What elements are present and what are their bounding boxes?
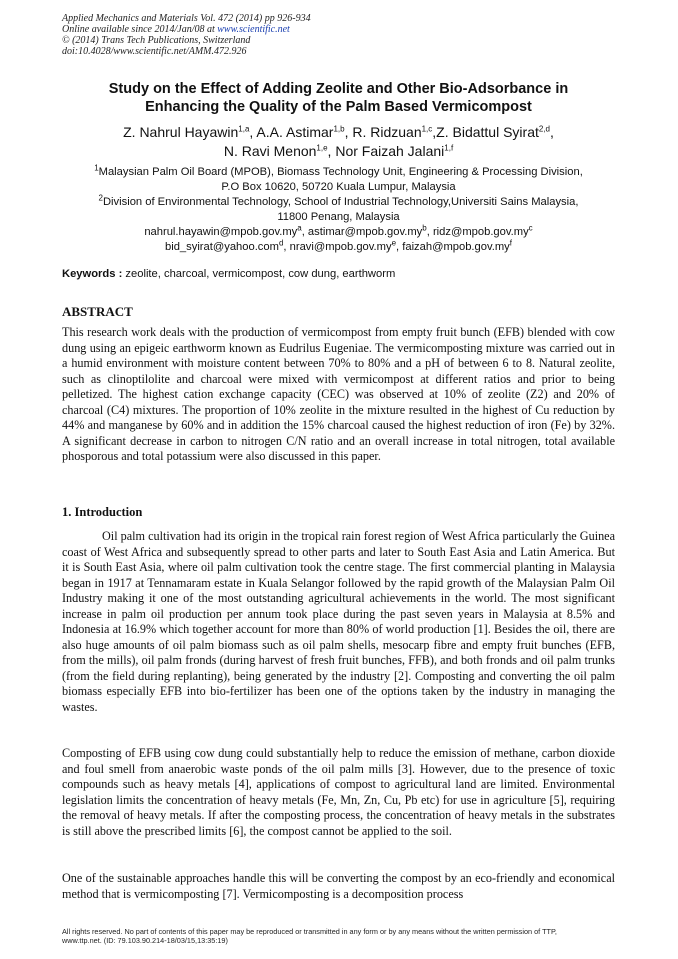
online-availability [62, 24, 622, 35]
title-line-2: Enhancing the Quality of the Palm Based Vermicompost [145, 99, 532, 115]
copyright-line: © (2014) Trans Tech Publications, Switzerland [62, 35, 251, 46]
author-affil-sup: 2,d [538, 124, 550, 134]
author-name: A.A. Astimar [256, 124, 334, 140]
affil-number: 1 [94, 163, 99, 173]
keywords-list: zeolite, charcoal, vermicompost, cow dung, earthworm [122, 268, 396, 280]
author-name: N. Ravi Menon [223, 143, 317, 159]
author-affil-sup: 1,c [421, 124, 433, 134]
email-address: nahrul.hayawin@mpob.gov.my [144, 226, 298, 238]
email-line-1: $nahrul.hayawin@mpob.gov.my^a$, $astimar@mpob.gov.my^b$, $ridz@mpob.gov.my^c$ [144, 223, 533, 238]
author-name: Z. Bidattul Syirat [436, 124, 539, 140]
author-name: Nor Faizah Jalani [335, 143, 445, 159]
author-affil-sup: 1,b [333, 124, 345, 134]
copyright-footer [62, 927, 617, 945]
author-affil-sup: 1,e [316, 143, 328, 153]
journal-citation: Applied Mechanics and Materials Vol. 472 (2014) pp 926-934 [62, 13, 311, 24]
intro-paragraph-3: One of the sustainable approaches handle this will be converting the compost by an eco-friendly and economical method that is vermicomposting [7]. Vermicomposting is a decomposition process [62, 871, 615, 901]
email-address: bid_syirat@yahoo.com [164, 241, 279, 253]
affil-number: 2 [98, 193, 103, 203]
keywords [62, 267, 615, 282]
online-prefix: Online available since 2014/Jan/08 at [62, 24, 218, 35]
journal-header [62, 13, 622, 57]
doi-line: doi:10.4028/www.scientific.net/AMM.472.926 [62, 46, 247, 57]
email-address: nravi@mpob.gov.my [289, 241, 392, 253]
introduction-heading: 1. Introduction [62, 505, 143, 519]
affiliations [62, 165, 615, 255]
scientific-net-link[interactable]: www.scientific.net [217, 24, 290, 35]
abstract-text: This research work deals with the production of vermicompost from empty fruit bunch (EFB) blended with cow dung using an epigeic earthworm known as Eudrilus Eugeniae. The vermicomposting mixture was carried out in a humid environment with moisture content between 70% to 80% and a pH of between 6 to 8. Natural zeolite, such as clinoptilolite and charcoal were mixed with vermicompost at different ratios and prior to being pelletized. The highest cation exchange capacity (CEC) was observed at 10% of zeolite (Z2) and 20% of charcoal (C4) mixtures. The proportion of 10% zeolite in the mixture resulted in the highest of Cu reduction by 44% and manganese by 60% and in addition the 15% charcoal caused the highest reduction of iron (Fe) by 32%. A significant decrease in carbon to nitrogen C/N ratio and an overall increase in total nitrogen, total available phosporous and total potassium were also discussed in this paper. [62, 325, 615, 463]
email-line-2: bid_syirat@yahoo.com$^d$, $nravi@mpob.gov.my^e$, $faizah@mpob.gov.my^f$ [164, 238, 513, 253]
email-address: ridz@mpob.gov.my [432, 226, 529, 238]
author-name: Z. Nahrul Hayawin [123, 124, 239, 140]
email-address: astimar@mpob.gov.my [307, 226, 423, 238]
affiliation-1-line-2: P.O Box 10620, 50720 Kuala Lumpur, Malaysia [221, 181, 456, 193]
author-affil-sup: 1,a [238, 124, 250, 134]
affiliation-1-line-1: Malaysian Palm Oil Board (MPOB), Biomass Technology Unit, Engineering & Processing Division, [98, 166, 583, 178]
footer-line-2: www.ttp.net. (ID: 79.103.90.214-18/03/15,13:35:19) [62, 936, 228, 945]
author-list: Z. Nahrul Hayawin$^{1,a}$, A.A. Astimar$^{1,b}$, R. Ridzuan$^{1,c}$,Z. Bidattul Syirat$^{2,d}$, N. Ravi Menon$^{1,e}$, Nor Faizah Jalani$^{1,f}$ [123, 124, 554, 159]
title-line-1: Study on the Effect of Adding Zeolite and Other Bio-Adsorbance in [108, 81, 569, 97]
author-affil-sup: 1,f [444, 143, 454, 153]
keywords-label: Keywords : [62, 268, 123, 280]
paper-title [62, 80, 615, 116]
intro-paragraph-1: Oil palm cultivation had its origin in the tropical rain forest region of West Africa particularly the Guinea coast of West Africa and subsequently spread to other parts and later to South East Asia and Latin America. But it is South East Asia, where oil palm cultivation took the centre stage. The first commercial planting in Malaysia began in 1917 at Tennamaram estate in Kuala Selangor followed by the rapid growth of the Malaysian Palm Oil Industry making it one of the most outstanding agricultural achievements in the world. The most significant increase in palm oil production per annum took place during the past seven years in Malaysia at 8.5% and Indonesia at 16.9% which together account for more than 80% of world production [1]. Besides the oil, there are also huge amounts of oil palm biomass such as oil palm shells, mesocarp fibre and empty fruit bunches (EFB, from the mills), oil palm fronds (during harvest of fresh fruit bunches, FFB), and both fronds and oil palm trunks (from the field during replanting), being generated by the industry [2]. Composting and converting the oil palm biomass especially EFB into bio-fertilizer has been one of the options taken by the industry in managing the wastes. [62, 529, 615, 714]
email-address: faizah@mpob.gov.my [402, 241, 510, 253]
affiliation-2-line-2: 11800 Penang, Malaysia [277, 211, 400, 223]
footer-line-1: All rights reserved. No part of contents of this paper may be reproduced or transmitted in any form or by any means without the written permission of TTP, [62, 927, 557, 936]
affiliation-2-line-1: Division of Environmental Technology, School of Industrial Technology,Universiti Sains Malaysia, [102, 196, 579, 208]
author-name: R. Ridzuan [352, 124, 422, 140]
intro-paragraph-2: Composting of EFB using cow dung could substantially help to reduce the emission of methane, carbon dioxide and foul smell from anaerobic waste ponds of the oil palm mills [3]. However, due to the presence of toxic compounds such as heavy metals [4], applications of compost to agricultural land are limited. Environmental legislation limits the concentration of heavy metals (Fe, Mn, Zn, Cu, Pb etc) for use in agriculture [5], requiring the removal of heavy metals. If after the composting process, the concentration of heavy metals in the substrates is still above the prescribed limits [6], the compost cannot be applied to the soil. [62, 746, 615, 838]
abstract-heading: ABSTRACT [62, 304, 133, 319]
